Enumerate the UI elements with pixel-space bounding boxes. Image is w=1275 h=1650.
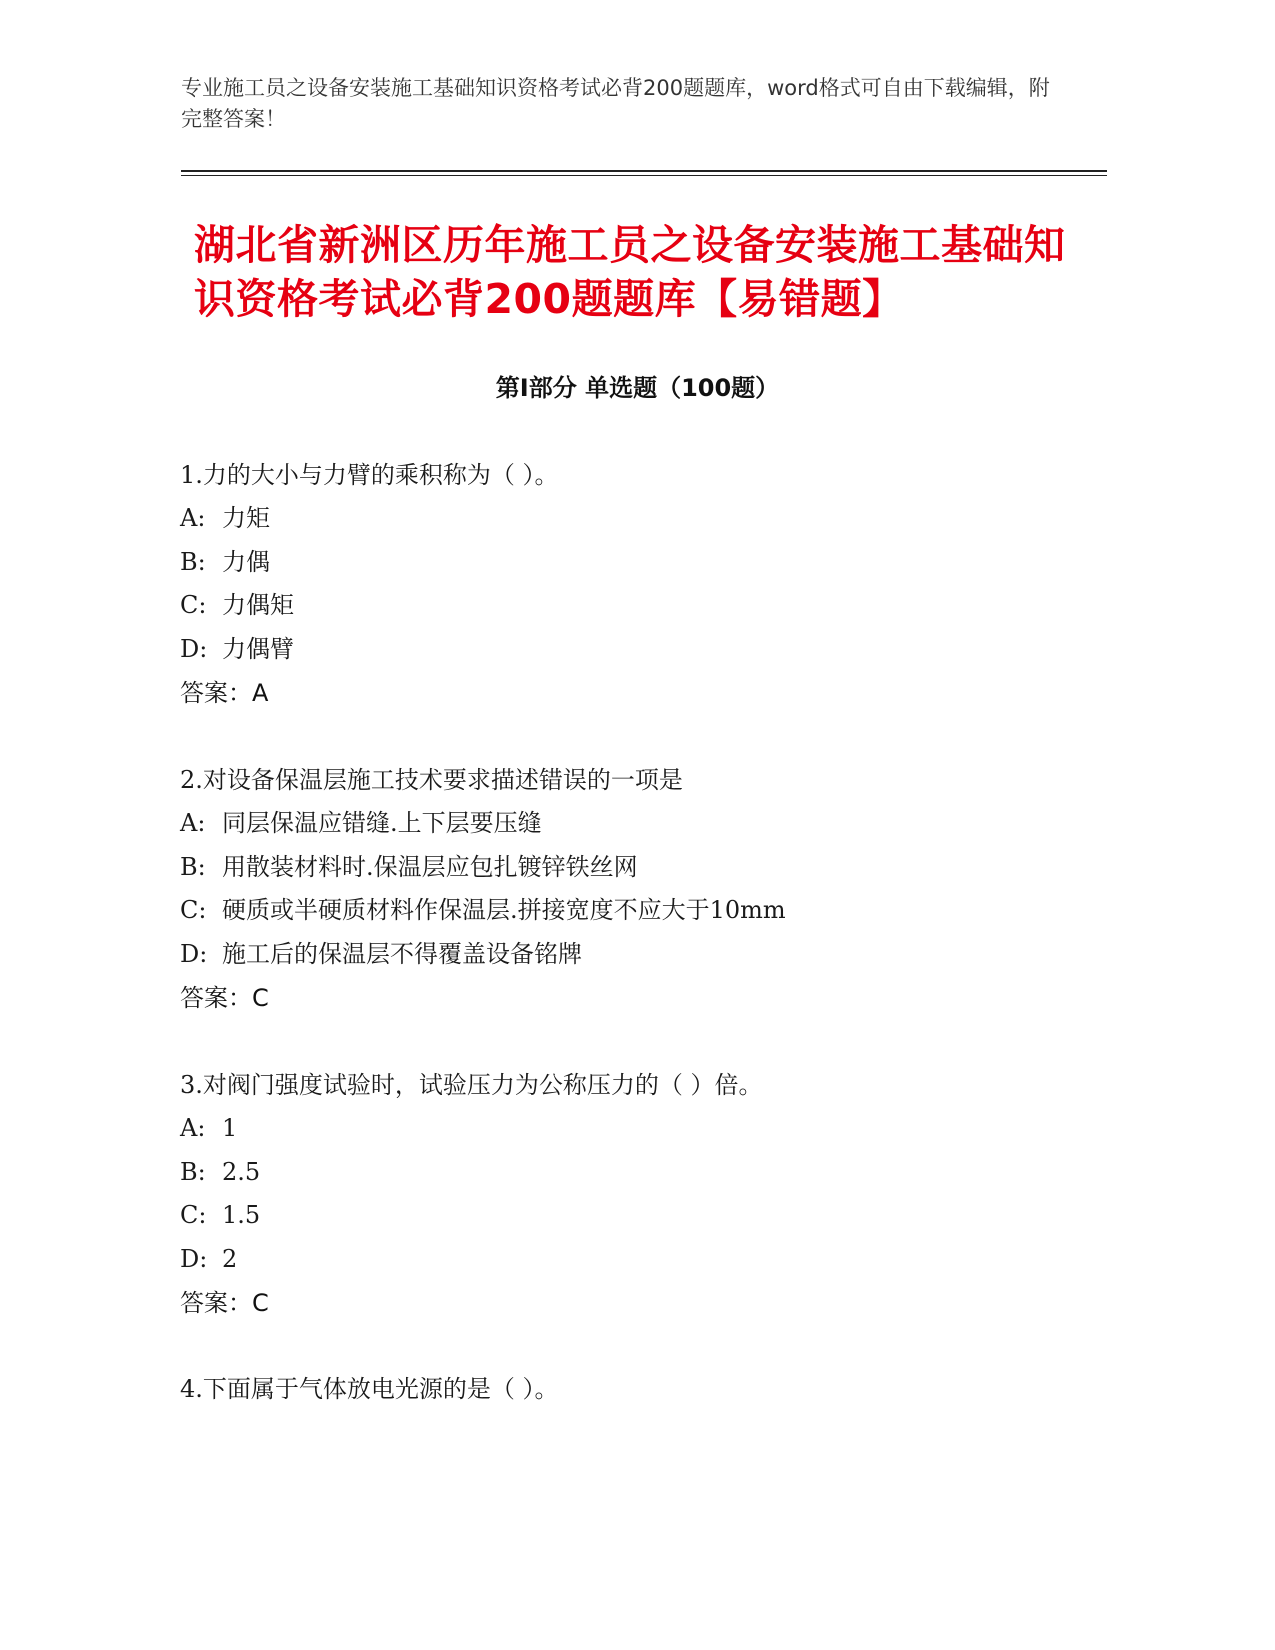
option-letter: D:: [180, 634, 208, 663]
option-a: [180, 497, 1080, 541]
section-heading: 第Ⅰ部分 单选题（100题）: [495, 374, 780, 402]
option-d: [180, 933, 1080, 977]
option-letter: B:: [180, 1157, 206, 1186]
option-text: 2.5: [222, 1157, 261, 1186]
option-d: [180, 1238, 1080, 1282]
header-divider-top: [181, 170, 1107, 172]
document-title: 湖北省新洲区历年施工员之设备安装施工基础知识资格考试必背200题题库【易错题】: [194, 221, 1066, 323]
header-note: 专业施工员之设备安装施工基础知识资格考试必背200题题库，word格式可自由下载编辑，附完整答案！: [181, 76, 1050, 131]
question-1: [180, 453, 1080, 715]
option-letter: A:: [180, 1114, 206, 1142]
option-text: 力偶: [222, 547, 270, 576]
option-text: 1.5: [222, 1201, 261, 1229]
option-letter: D:: [180, 939, 208, 968]
question-2: [180, 758, 1080, 1020]
option-text: 力偶矩: [222, 591, 294, 619]
option-text: 硬质或半硬质材料作保温层.拼接宽度不应大于10mm: [222, 896, 786, 924]
option-a: [180, 802, 1080, 846]
option-c: [180, 584, 1080, 628]
option-text: 2: [222, 1244, 238, 1273]
option-letter: A:: [180, 809, 206, 837]
option-d: [180, 628, 1080, 672]
question-stem: 3.对阀门强度试验时，试验压力为公称压力的（ ）倍。: [180, 1071, 763, 1099]
option-letter: C:: [180, 591, 207, 619]
option-a: [180, 1107, 1080, 1151]
option-text: 力矩: [222, 504, 270, 532]
option-text: 施工后的保温层不得覆盖设备铭牌: [222, 939, 582, 968]
option-b: [180, 541, 1080, 585]
option-text: 同层保温应错缝.上下层要压缝: [222, 809, 542, 837]
option-letter: A:: [180, 504, 206, 532]
option-letter: C:: [180, 896, 207, 924]
option-c: [180, 1194, 1080, 1238]
answer: 答案：C: [180, 1289, 269, 1317]
option-letter: C:: [180, 1201, 207, 1229]
question-stem: 1.力的大小与力臂的乘积称为（ ）。: [180, 461, 559, 489]
option-letter: D:: [180, 1244, 208, 1273]
option-b: [180, 846, 1080, 890]
option-text: 1: [222, 1114, 238, 1142]
question-stem: 4.下面属于气体放电光源的是（ ）。: [180, 1375, 559, 1403]
answer: 答案：A: [180, 679, 269, 707]
option-c: [180, 889, 1080, 933]
option-letter: B:: [180, 547, 206, 576]
option-text: 力偶臂: [222, 634, 294, 663]
header-divider-bottom: [181, 175, 1107, 176]
question-4: [180, 1367, 1080, 1411]
question-stem: 2.对设备保温层施工技术要求描述错误的一项是: [180, 766, 683, 794]
question-3: [180, 1063, 1080, 1325]
option-b: [180, 1151, 1080, 1195]
answer: 答案：C: [180, 984, 269, 1012]
option-text: 用散装材料时.保温层应包扎镀锌铁丝网: [222, 852, 638, 881]
option-letter: B:: [180, 852, 206, 881]
